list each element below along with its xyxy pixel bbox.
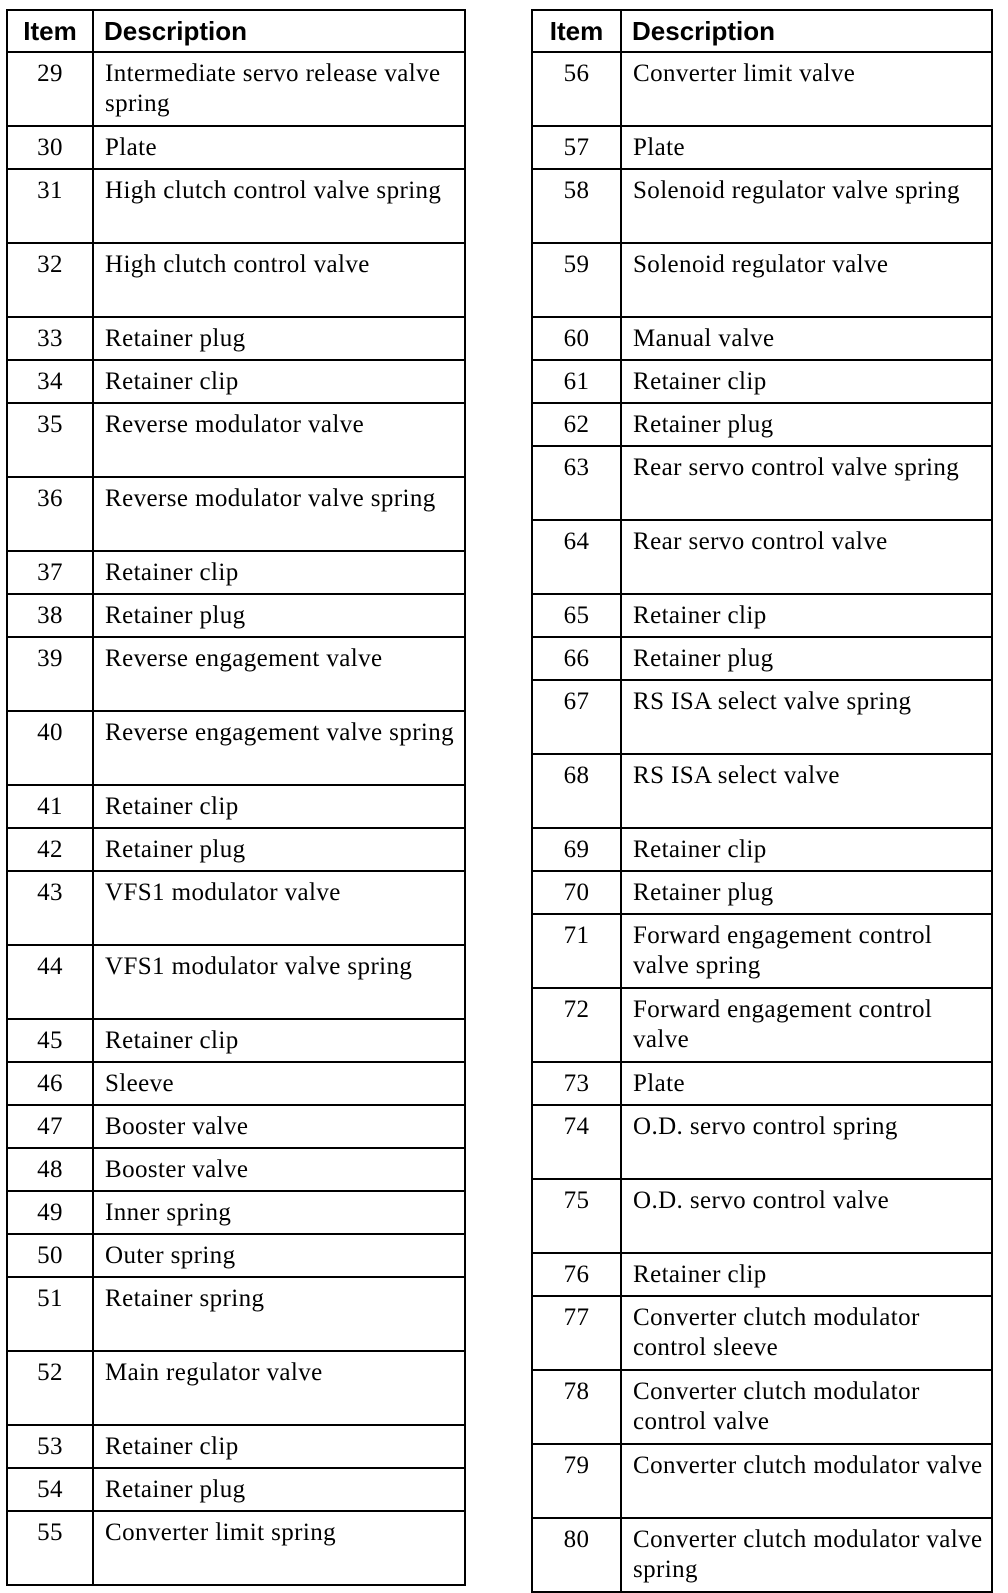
item-number-cell: 37 (7, 551, 93, 594)
description-cell: Retainer clip (621, 1253, 992, 1296)
parts-rows-left (7, 52, 465, 1585)
table-row (7, 1062, 465, 1105)
description-cell: Retainer plug (93, 1468, 465, 1511)
item-number-cell: 30 (7, 126, 93, 169)
table-row (532, 914, 992, 988)
description-cell: Retainer plug (621, 871, 992, 914)
description-cell: Retainer clip (93, 1425, 465, 1468)
item-number-cell: 79 (532, 1444, 621, 1518)
table-row (7, 317, 465, 360)
description-cell: Converter limit valve (621, 52, 992, 126)
item-number-cell: 38 (7, 594, 93, 637)
table-row (7, 52, 465, 126)
description-cell: Retainer clip (93, 785, 465, 828)
table-row (7, 1425, 465, 1468)
table-row (532, 403, 992, 446)
item-number-cell: 33 (7, 317, 93, 360)
description-cell: Converter limit spring (93, 1511, 465, 1585)
table-row (7, 785, 465, 828)
description-cell: Reverse modulator valve (93, 403, 465, 477)
item-number-cell: 66 (532, 637, 621, 680)
item-number-cell: 48 (7, 1148, 93, 1191)
description-cell: Plate (621, 1062, 992, 1105)
description-column-header: Description (93, 10, 465, 52)
table-row (7, 1019, 465, 1062)
description-cell: Rear servo control valve spring (621, 446, 992, 520)
item-number-cell: 70 (532, 871, 621, 914)
table-row (7, 243, 465, 317)
description-cell: VFS1 modulator valve (93, 871, 465, 945)
item-number-cell: 73 (532, 1062, 621, 1105)
table-row (532, 446, 992, 520)
table-row (7, 126, 465, 169)
table-row (532, 637, 992, 680)
description-cell: Plate (93, 126, 465, 169)
item-number-cell: 71 (532, 914, 621, 988)
description-cell: O.D. servo control spring (621, 1105, 992, 1179)
description-cell: Retainer clip (93, 360, 465, 403)
description-cell: Reverse engagement valve spring (93, 711, 465, 785)
table-row (7, 403, 465, 477)
item-number-cell: 78 (532, 1370, 621, 1444)
table-row (7, 551, 465, 594)
item-number-cell: 44 (7, 945, 93, 1019)
description-cell: Manual valve (621, 317, 992, 360)
description-cell: Retainer plug (621, 637, 992, 680)
table-row (532, 243, 992, 317)
item-number-cell: 49 (7, 1191, 93, 1234)
description-cell: Retainer clip (93, 1019, 465, 1062)
item-number-cell: 40 (7, 711, 93, 785)
description-column-header: Description (621, 10, 992, 52)
table-row (532, 680, 992, 754)
description-cell: Forward engagement control valve (621, 988, 992, 1062)
item-number-cell: 67 (532, 680, 621, 754)
table-row (532, 871, 992, 914)
item-number-cell: 41 (7, 785, 93, 828)
table-row (532, 360, 992, 403)
table-row (532, 988, 992, 1062)
item-number-cell: 50 (7, 1234, 93, 1277)
table-row (7, 871, 465, 945)
description-cell: VFS1 modulator valve spring (93, 945, 465, 1019)
item-number-cell: 58 (532, 169, 621, 243)
description-cell: Converter clutch modulator control valve (621, 1370, 992, 1444)
item-number-cell: 64 (532, 520, 621, 594)
item-number-cell: 51 (7, 1277, 93, 1351)
header-row (532, 10, 992, 52)
item-number-cell: 77 (532, 1296, 621, 1370)
table-row (7, 1511, 465, 1585)
table-row (532, 126, 992, 169)
description-cell: RS ISA select valve spring (621, 680, 992, 754)
description-cell: Solenoid regulator valve spring (621, 169, 992, 243)
table-row (532, 1105, 992, 1179)
table-row (532, 169, 992, 243)
parts-table-right (531, 9, 993, 1593)
item-number-cell: 46 (7, 1062, 93, 1105)
item-number-cell: 74 (532, 1105, 621, 1179)
item-number-cell: 32 (7, 243, 93, 317)
table-row (532, 1062, 992, 1105)
description-cell: Retainer plug (93, 828, 465, 871)
description-cell: Outer spring (93, 1234, 465, 1277)
table-row (532, 828, 992, 871)
description-cell: Retainer plug (93, 317, 465, 360)
table-row (7, 1191, 465, 1234)
item-number-cell: 63 (532, 446, 621, 520)
description-cell: Sleeve (93, 1062, 465, 1105)
description-cell: Converter clutch modulator control sleeve (621, 1296, 992, 1370)
table-row (7, 828, 465, 871)
table-row (532, 1518, 992, 1592)
table-row (532, 754, 992, 828)
parts-rows-right (532, 52, 992, 1592)
table-row (7, 477, 465, 551)
description-cell: Retainer plug (93, 594, 465, 637)
header-row (7, 10, 465, 52)
item-number-cell: 76 (532, 1253, 621, 1296)
table-row (532, 1370, 992, 1444)
table-row (7, 637, 465, 711)
item-number-cell: 34 (7, 360, 93, 403)
item-number-cell: 35 (7, 403, 93, 477)
item-number-cell: 36 (7, 477, 93, 551)
description-cell: Reverse modulator valve spring (93, 477, 465, 551)
item-number-cell: 57 (532, 126, 621, 169)
item-number-cell: 52 (7, 1351, 93, 1425)
table-row (532, 594, 992, 637)
description-cell: Retainer clip (621, 360, 992, 403)
description-cell: O.D. servo control valve (621, 1179, 992, 1253)
table-row (532, 52, 992, 126)
description-cell: Retainer spring (93, 1277, 465, 1351)
table-row (7, 1277, 465, 1351)
description-cell: Main regulator valve (93, 1351, 465, 1425)
item-number-cell: 72 (532, 988, 621, 1062)
description-cell: Converter clutch modulator valve spring (621, 1518, 992, 1592)
table-row (532, 520, 992, 594)
description-cell: High clutch control valve (93, 243, 465, 317)
description-cell: Retainer clip (621, 828, 992, 871)
item-number-cell: 56 (532, 52, 621, 126)
item-number-cell: 29 (7, 52, 93, 126)
description-cell: Retainer clip (93, 551, 465, 594)
table-row (7, 360, 465, 403)
item-number-cell: 60 (532, 317, 621, 360)
table-row (532, 1179, 992, 1253)
table-row (7, 1148, 465, 1191)
description-cell: Rear servo control valve (621, 520, 992, 594)
item-number-cell: 45 (7, 1019, 93, 1062)
item-number-cell: 43 (7, 871, 93, 945)
table-row (7, 1105, 465, 1148)
description-cell: Forward engagement control valve spring (621, 914, 992, 988)
item-number-cell: 62 (532, 403, 621, 446)
parts-table-left (6, 9, 466, 1586)
table-row (7, 1468, 465, 1511)
description-cell: High clutch control valve spring (93, 169, 465, 243)
item-number-cell: 80 (532, 1518, 621, 1592)
table-row (532, 317, 992, 360)
table-row (7, 1234, 465, 1277)
description-cell: Solenoid regulator valve (621, 243, 992, 317)
description-cell: Intermediate servo release valve spring (93, 52, 465, 126)
table-row (7, 711, 465, 785)
item-number-cell: 39 (7, 637, 93, 711)
item-number-cell: 68 (532, 754, 621, 828)
item-column-header: Item (7, 10, 93, 52)
description-cell: Plate (621, 126, 992, 169)
description-cell: Booster valve (93, 1105, 465, 1148)
description-cell: RS ISA select valve (621, 754, 992, 828)
table-row (532, 1444, 992, 1518)
table-row (532, 1296, 992, 1370)
item-number-cell: 55 (7, 1511, 93, 1585)
item-number-cell: 42 (7, 828, 93, 871)
item-number-cell: 65 (532, 594, 621, 637)
description-cell: Retainer clip (621, 594, 992, 637)
item-number-cell: 31 (7, 169, 93, 243)
item-number-cell: 53 (7, 1425, 93, 1468)
table-row (7, 169, 465, 243)
description-cell: Converter clutch modulator valve (621, 1444, 992, 1518)
table-row (7, 945, 465, 1019)
item-column-header: Item (532, 10, 621, 52)
item-number-cell: 59 (532, 243, 621, 317)
description-cell: Reverse engagement valve (93, 637, 465, 711)
description-cell: Booster valve (93, 1148, 465, 1191)
table-row (532, 1253, 992, 1296)
table-row (7, 1351, 465, 1425)
item-number-cell: 54 (7, 1468, 93, 1511)
description-cell: Retainer plug (621, 403, 992, 446)
description-cell: Inner spring (93, 1191, 465, 1234)
item-number-cell: 61 (532, 360, 621, 403)
table-row (7, 594, 465, 637)
item-number-cell: 47 (7, 1105, 93, 1148)
item-number-cell: 75 (532, 1179, 621, 1253)
item-number-cell: 69 (532, 828, 621, 871)
